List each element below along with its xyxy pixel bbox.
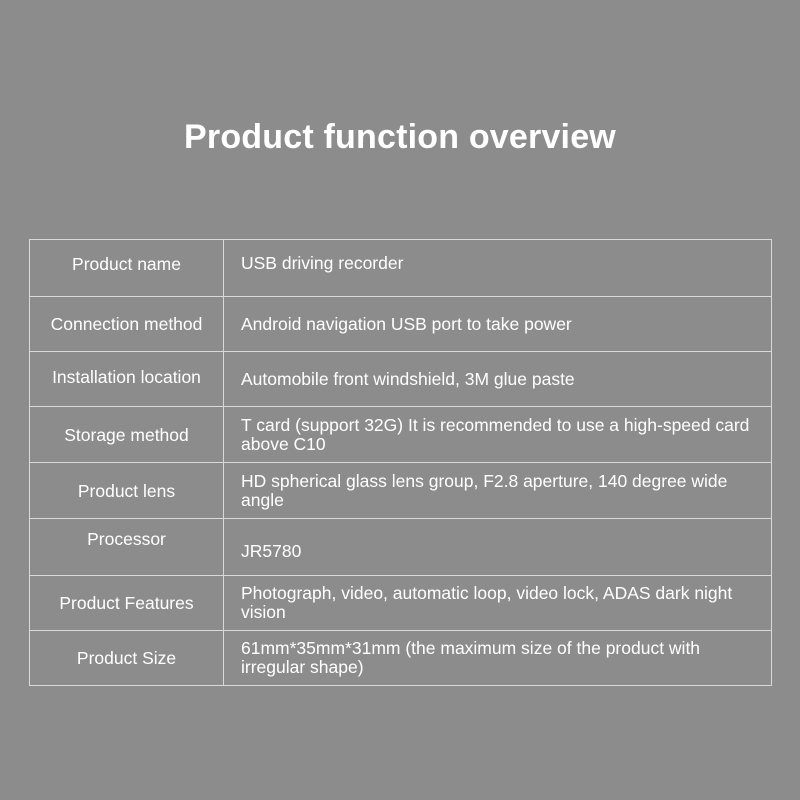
- spec-label: [30, 519, 224, 575]
- table-row: [30, 462, 771, 518]
- spec-value-text: Photograph, video, automatic loop, video lock, ADAS dark night vision: [241, 583, 733, 622]
- spec-label: [30, 631, 224, 685]
- table-row: [30, 630, 771, 685]
- spec-label: [30, 463, 224, 518]
- spec-label: [30, 240, 224, 296]
- spec-label-text: Processor: [87, 529, 166, 549]
- spec-value: [224, 519, 771, 575]
- spec-value: [224, 297, 771, 351]
- table-row: [30, 575, 771, 630]
- spec-value: [224, 576, 771, 630]
- spec-value: [224, 407, 771, 462]
- spec-label-text: Product Size: [76, 648, 177, 668]
- table-row: [30, 518, 771, 575]
- spec-label-text: Product name: [72, 254, 181, 274]
- spec-value-text: JR5780: [241, 541, 302, 561]
- spec-value-text: Automobile front windshield, 3M glue paste: [241, 368, 575, 389]
- spec-label-text: Installation location: [52, 367, 201, 387]
- spec-label-text: Connection method: [50, 314, 203, 334]
- spec-value: [224, 352, 771, 406]
- spec-value: [224, 631, 771, 685]
- spec-value-text: HD spherical glass lens group, F2.8 aperture, 140 degree wide angle: [241, 470, 728, 510]
- spec-value: [224, 463, 771, 518]
- spec-label: [30, 407, 224, 462]
- table-row: [30, 406, 771, 462]
- spec-value: [224, 240, 771, 296]
- spec-label: [30, 576, 224, 630]
- spec-label-text: Product lens: [77, 480, 176, 501]
- spec-value-text: Android navigation USB port to take power: [241, 313, 572, 334]
- table-row: [30, 296, 771, 351]
- spec-table: [29, 239, 772, 686]
- spec-label: [30, 352, 224, 406]
- spec-label-text: Storage method: [64, 424, 189, 445]
- spec-label: [30, 297, 224, 351]
- table-row: [30, 240, 771, 296]
- table-row: [30, 351, 771, 406]
- spec-value-text: 61mm*35mm*31mm (the maximum size of the product with irregular shape): [241, 638, 701, 677]
- page-title: Product function overview: [184, 118, 616, 156]
- spec-value-text: T card (support 32G) It is recommended to use a high-speed card above C10: [241, 414, 750, 454]
- spec-label-text: Product Features: [59, 593, 194, 613]
- spec-value-text: USB driving recorder: [241, 253, 404, 273]
